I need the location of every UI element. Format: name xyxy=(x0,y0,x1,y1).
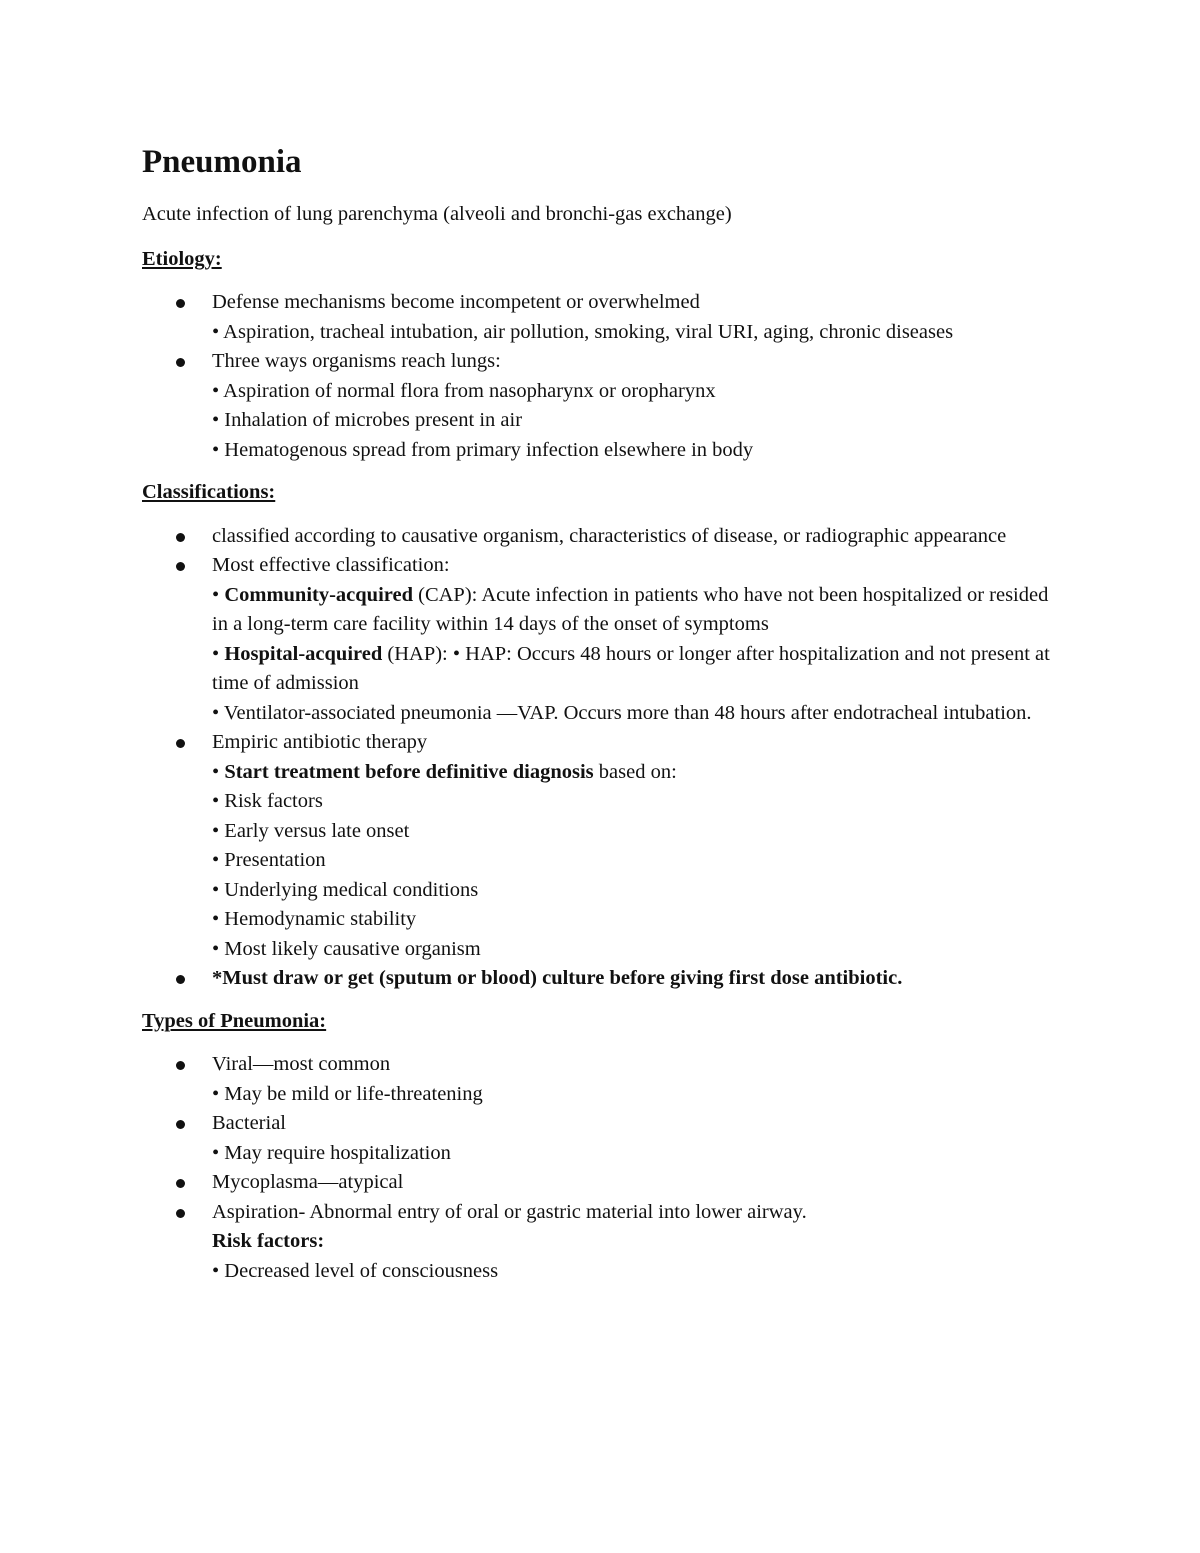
sub-item: • Early versus late onset xyxy=(212,819,410,842)
hap-description: (HAP): • HAP: Occurs 48 hours or longer after hospitalization and not present at time of admission xyxy=(212,642,1050,694)
item-text: classified according to causative organism, characteristics of disease, or radiographic appearance xyxy=(212,524,1007,547)
bullet-icon xyxy=(176,1209,185,1218)
sub-item: • Hemodynamic stability xyxy=(212,908,417,930)
list-item xyxy=(142,1198,1062,1287)
sub-item: • Inhalation of microbes present in air xyxy=(212,409,523,431)
bullet-icon xyxy=(176,975,185,984)
start-treatment-term: Start treatment before definitive diagnosis xyxy=(224,760,594,783)
item-text: Three ways organisms reach lungs: xyxy=(212,350,501,372)
list-item xyxy=(142,288,1062,347)
sub-item-start xyxy=(212,758,1062,788)
item-text: Bacterial xyxy=(212,1112,286,1134)
sub-item: • Underlying medical conditions xyxy=(212,878,479,901)
bullet-glyph: • xyxy=(212,583,225,606)
sub-item: • May require hospitalization xyxy=(212,1141,451,1164)
classifications-list xyxy=(142,522,1062,994)
document-page xyxy=(142,140,1062,1286)
list-item xyxy=(142,522,1062,552)
cap-description: (CAP): Acute infection in patients who have not been hospitalized or resided in a long-term care facility within 14 days of the onset of symptoms xyxy=(212,583,1049,635)
hap-term: Hospital-acquired xyxy=(224,642,383,665)
sub-item-hap xyxy=(212,640,1062,699)
sub-item-cap xyxy=(212,581,1062,640)
page-title: Pneumonia xyxy=(142,144,302,180)
intro-text: Acute infection of lung parenchyma (alveoli and bronchi-gas exchange) xyxy=(142,203,732,225)
bullet-icon xyxy=(176,562,185,571)
sub-item: • Decreased level of consciousness xyxy=(212,1259,499,1282)
sub-item: • Risk factors xyxy=(212,790,323,812)
start-treatment-rest: based on: xyxy=(593,760,677,783)
bullet-glyph: • xyxy=(212,760,225,783)
list-item xyxy=(142,964,1062,994)
bullet-icon xyxy=(176,1179,185,1188)
sub-item: • Hematogenous spread from primary infection elsewhere in body xyxy=(212,438,754,461)
sub-item: • Aspiration, tracheal intubation, air pollution, smoking, viral URI, aging, chronic diseases xyxy=(212,320,954,343)
sub-item: • Aspiration of normal flora from nasopharynx or oropharynx xyxy=(212,379,716,402)
bullet-icon xyxy=(176,1120,185,1129)
item-text: Mycoplasma—atypical xyxy=(212,1171,404,1193)
sub-item: • Presentation xyxy=(212,849,326,871)
bullet-glyph: • xyxy=(212,642,225,665)
item-text: Most effective classification: xyxy=(212,554,450,576)
bullet-icon xyxy=(176,358,185,367)
sub-item-vap: • Ventilator-associated pneumonia —VAP. Occurs more than 48 hours after endotracheal intubation. xyxy=(212,701,1032,724)
item-text: Aspiration- Abnormal entry of oral or gastric material into lower airway. xyxy=(212,1200,807,1223)
cap-term: Community-acquired xyxy=(224,583,413,606)
sub-item: • Most likely causative organism xyxy=(212,937,481,960)
bullet-icon xyxy=(176,533,185,542)
etiology-heading: Etiology: xyxy=(142,247,222,270)
etiology-list xyxy=(142,288,1062,465)
list-item xyxy=(142,728,1062,964)
sub-item: • May be mild or life-threatening xyxy=(212,1082,483,1105)
item-text: Viral—most common xyxy=(212,1053,391,1075)
types-list xyxy=(142,1050,1062,1286)
item-text: Defense mechanisms become incompetent or overwhelmed xyxy=(212,291,700,313)
bullet-icon xyxy=(176,1061,185,1070)
types-heading: Types of Pneumonia: xyxy=(142,1009,327,1032)
list-item xyxy=(142,1168,1062,1198)
list-item xyxy=(142,1109,1062,1168)
classifications-heading: Classifications: xyxy=(142,481,276,503)
culture-warning: *Must draw or get (sputum or blood) culture before giving first dose antibiotic. xyxy=(212,967,903,989)
item-text: Empiric antibiotic therapy xyxy=(212,731,428,753)
list-item xyxy=(142,1050,1062,1109)
bullet-icon xyxy=(176,739,185,748)
risk-factors-label: Risk factors: xyxy=(212,1230,325,1252)
bullet-icon xyxy=(176,299,185,308)
list-item xyxy=(142,551,1062,728)
list-item xyxy=(142,347,1062,465)
